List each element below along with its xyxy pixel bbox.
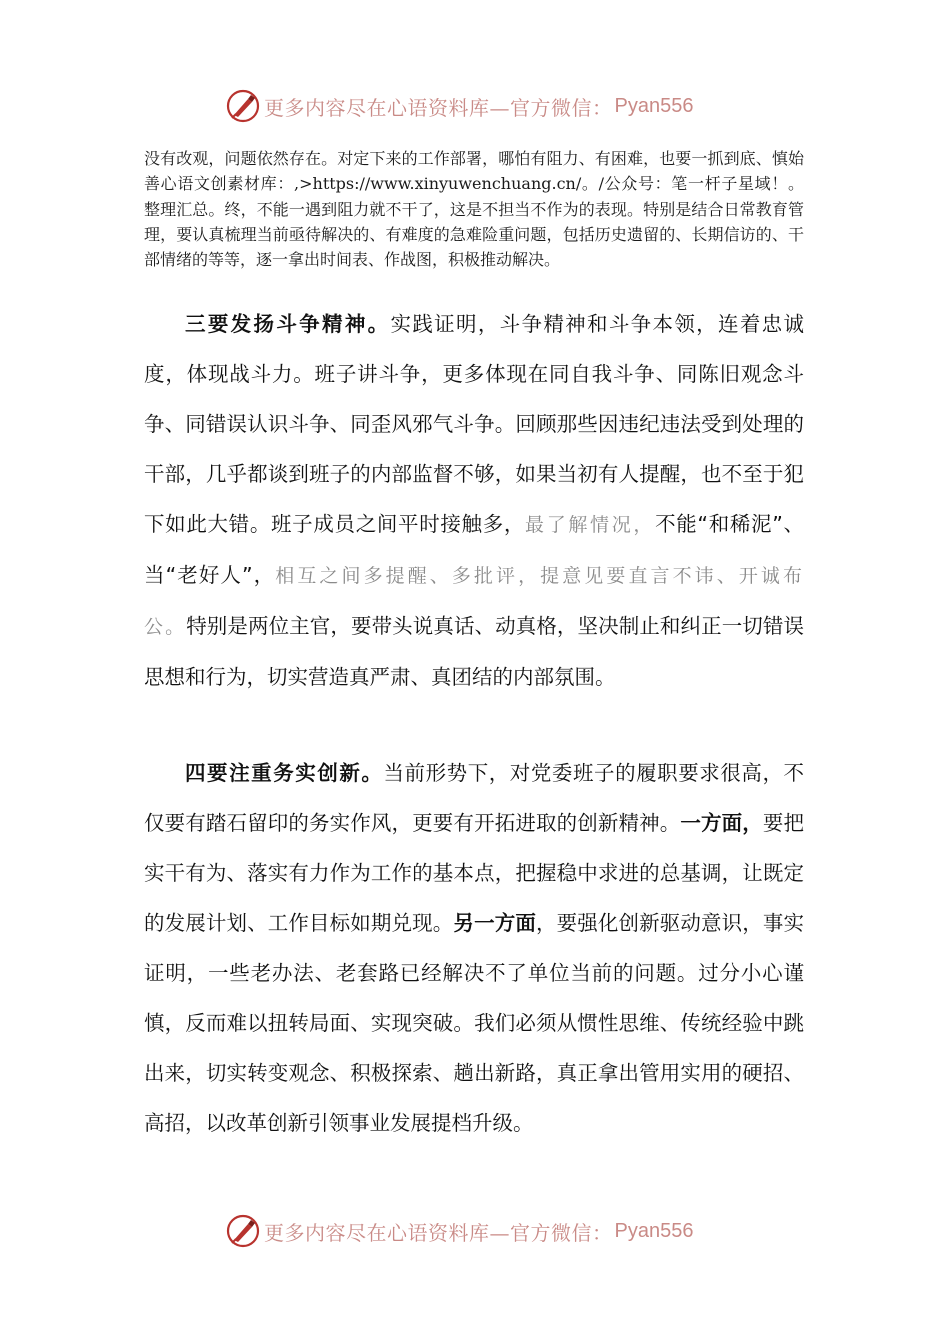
- watermark-text: 更多内容尽在心语资料库—官方微信：: [264, 1220, 613, 1245]
- section-3-faded-2: 相互之间多提醒、多批评，提意见要直言不讳、开诚布公。: [144, 565, 804, 638]
- section-3-body-3: 特别是两位主官，要带头说真话、动真格，坚决制止和纠正一切错误思想和行为，切实营造真严肃、真团结的内部氛围。: [144, 614, 804, 689]
- section-4-bold-1: 一方面，: [680, 811, 763, 835]
- section-3-body-2: 不能“和稀泥”、当“老好人”，: [144, 512, 804, 587]
- section-3-paragraph: [144, 299, 804, 702]
- watermark-wechat-id: Pyan556: [614, 94, 694, 117]
- section-4-body-1: 当前形势下，对党委班子的履职要求很高，不仅要有踏石留印的务实作风，更要有开拓进取的创新精神。: [144, 761, 805, 835]
- fountain-pen-logo-icon: [226, 1214, 260, 1248]
- section-3-faded-1: 最了解情况，: [525, 514, 656, 536]
- section-4-bold-2: 另一方面: [453, 911, 536, 935]
- section-3-heading: 三要发扬斗争精神。: [185, 312, 391, 336]
- watermark-wechat-id: Pyan556: [614, 1219, 694, 1242]
- section-4-heading: 四要注重务实创新。: [185, 761, 384, 785]
- footer-watermark: [226, 1211, 746, 1251]
- header-watermark: [226, 86, 746, 126]
- fountain-pen-logo-icon: [226, 89, 260, 123]
- section-4-body-2: 要把实干有为、落实有力作为工作的基本点，把握稳中求进的总基调，让既定的发展计划、工作目标如期兑现。: [144, 811, 805, 935]
- section-4-paragraph: [144, 748, 804, 1148]
- intro-paragraph: 没有改观，问题依然存在。对定下来的工作部署，哪怕有阻力、有困难，也要一抓到底、慎始善心语文创素材库：,>https://www.xinyuwenchuang.cn/。/公众号：笔一杆子星域！。整理汇总。终，不能一遇到阻力就不干了，这是不担当不作为的表现。特别是结合日常教育管理，要认真梳理当前亟待解决的、有难度的急难险重问题，包括历史遗留的、长期信访的、干部情绪的等等，逐一拿出时间表、作战图，积极推动解决。: [144, 149, 804, 270]
- section-4-body-3: ，要强化创新驱动意识，事实证明，一些老办法、老套路已经解决不了单位当前的问题。过分小心谨慎，反而难以扭转局面、实现突破。我们必须从惯性思维、传统经验中跳出来，切实转变观念、积极探索、趟出新路，真正拿出管用实用的硬招、高招，以改革创新引领事业发展提档升级。: [144, 911, 805, 1135]
- section-3-body-1: 实践证明，斗争精神和斗争本领，连着忠诚度，体现战斗力。班子讲斗争，更多体现在同自我斗争、同陈旧观念斗争、同错误认识斗争、同歪风邪气斗争。回顾那些因违纪违法受到处理的干部，几乎都谈到班子的内部监督不够，如果当初有人提醒，也不至于犯下如此大错。班子成员之间平时接触多，: [144, 312, 804, 536]
- watermark-text: 更多内容尽在心语资料库—官方微信：: [264, 95, 613, 120]
